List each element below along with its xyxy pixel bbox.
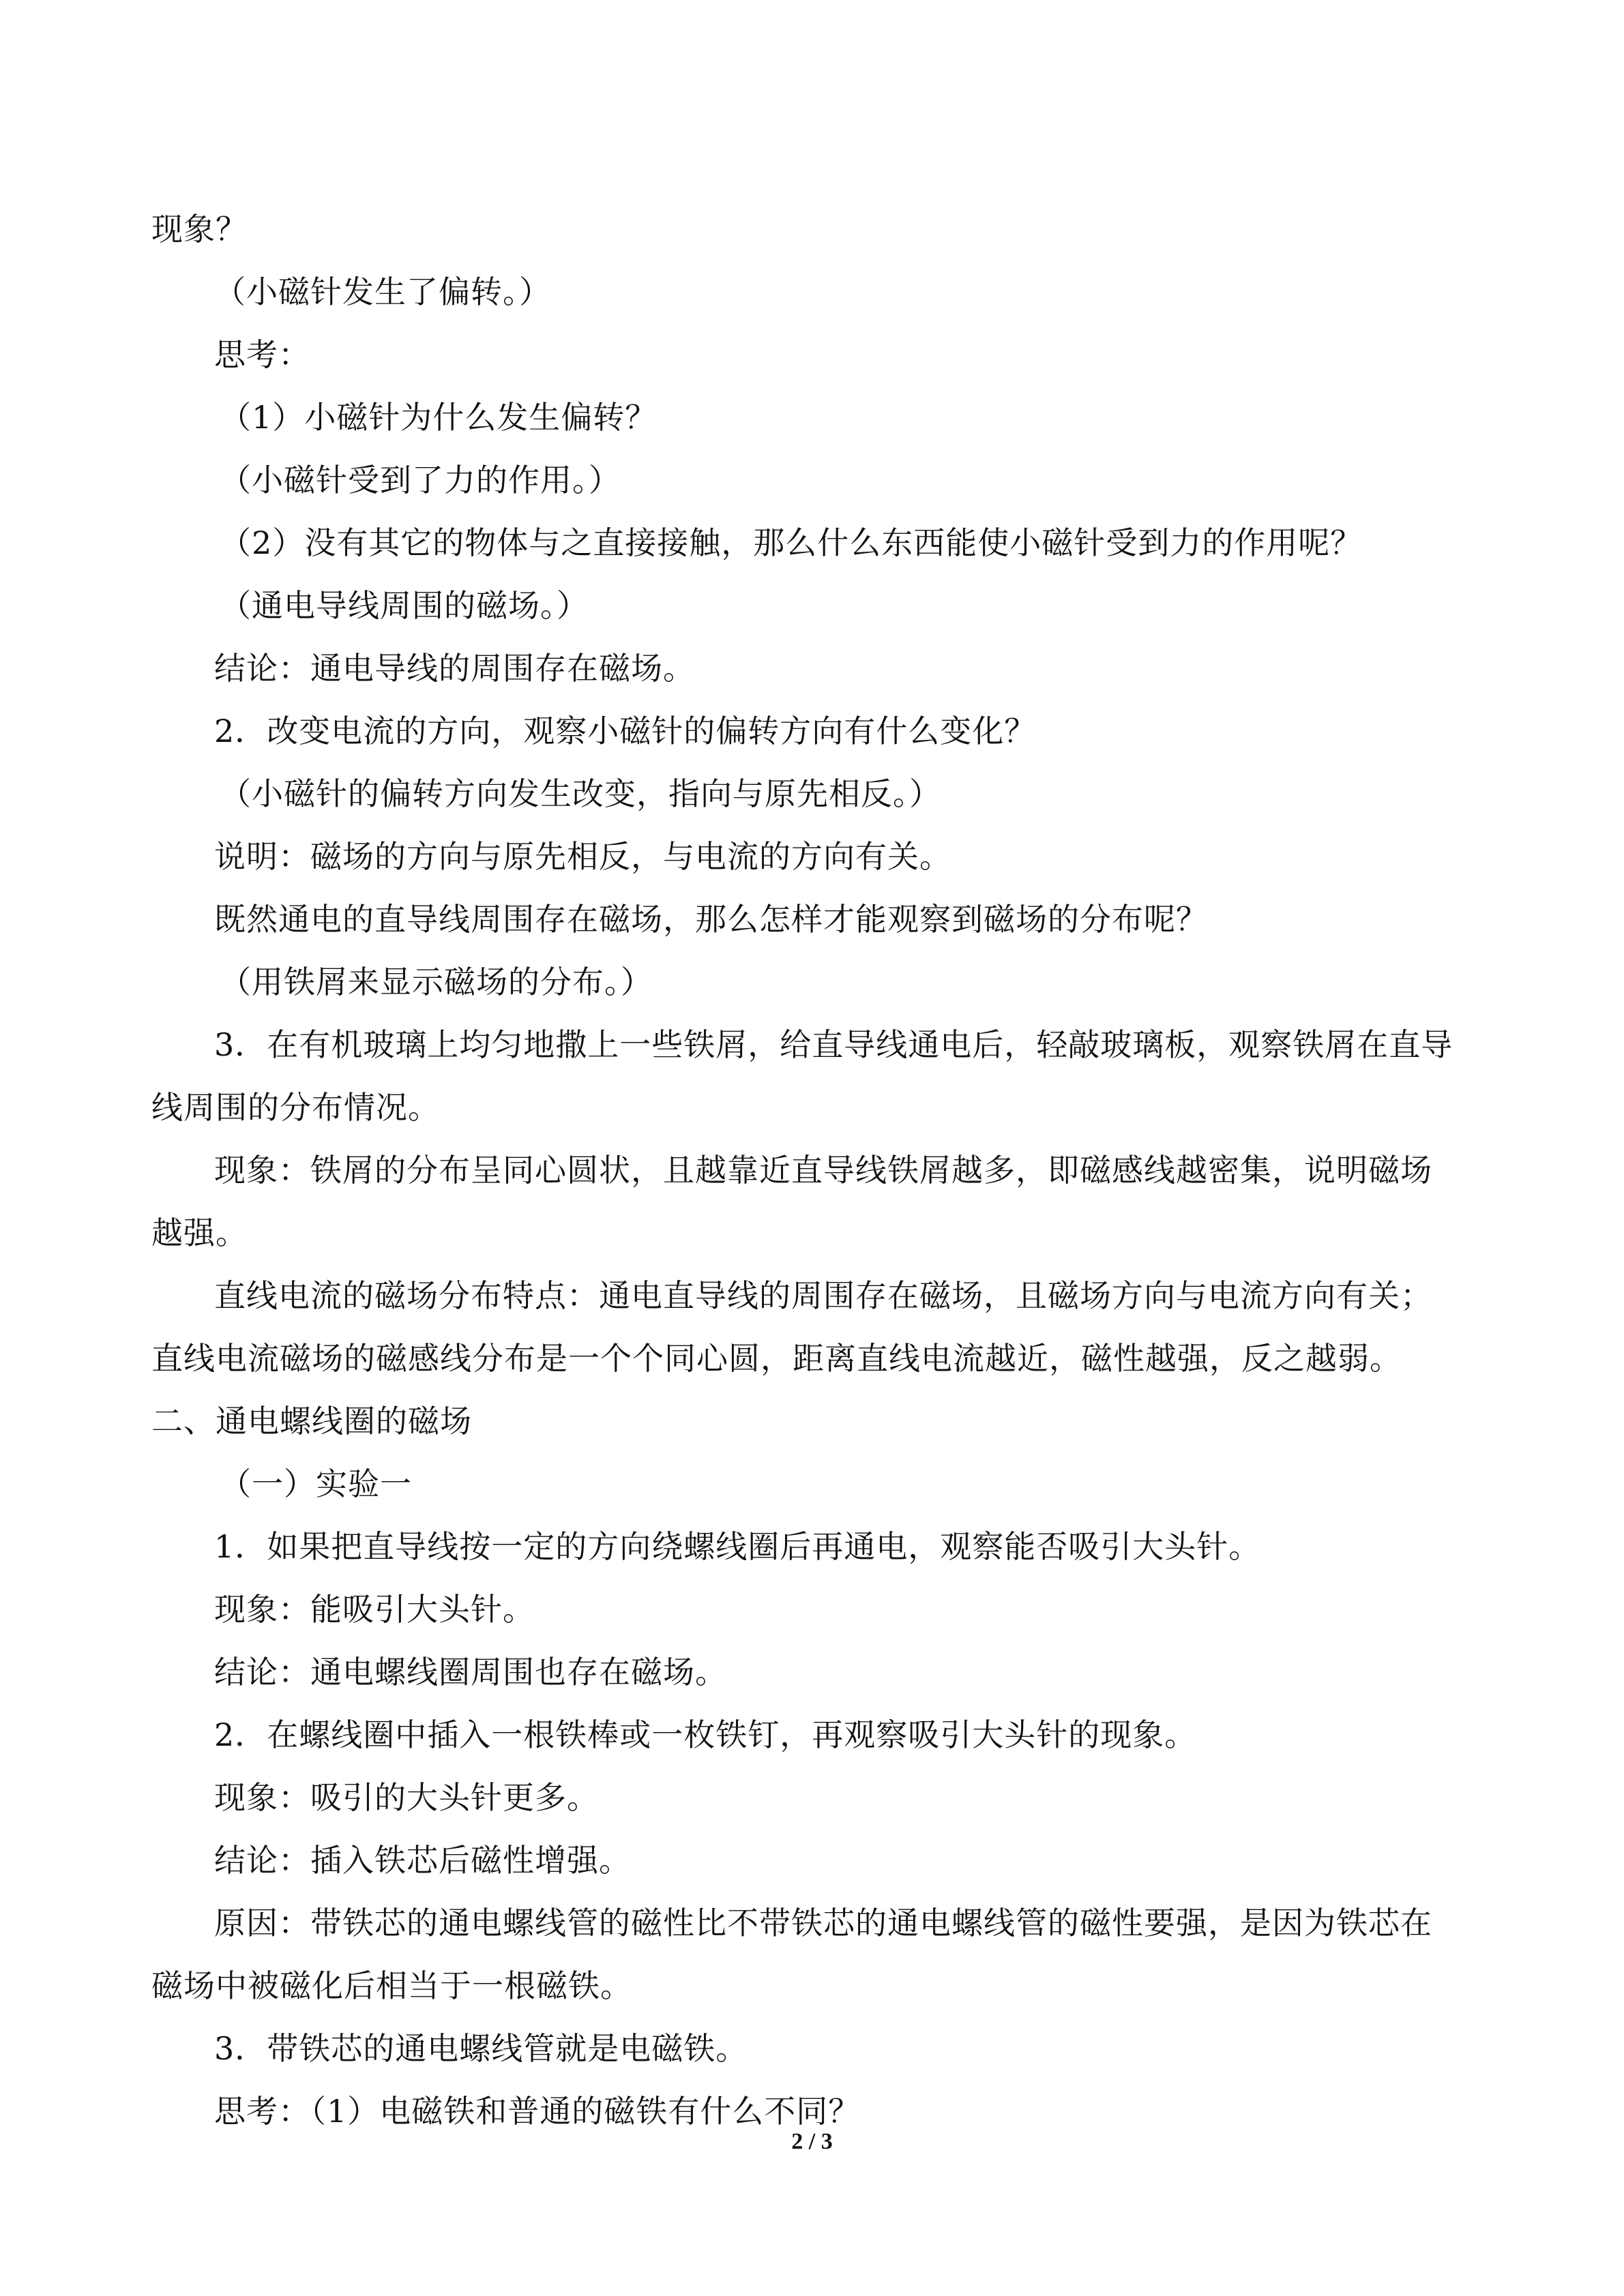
text-line: （用铁屑来显示磁场的分布。） (220, 964, 653, 1000)
text-line: 既然通电的直导线周围存在磁场，那么怎样才能观察到磁场的分布呢？ (214, 901, 1208, 938)
text-line: 线周围的分布情况。 (151, 1089, 440, 1126)
text-line: （小磁针的偏转方向发生改变，指向与原先相反。） (220, 775, 941, 812)
text-line: 结论：通电导线的周围存在磁场。 (214, 650, 695, 687)
text-line: 现象：能吸引大头针。 (214, 1591, 535, 1628)
text-line: 原因：带铁芯的通电螺线管的磁性比不带铁芯的通电螺线管的磁性要强，是因为铁芯在 (214, 1905, 1432, 1941)
subsection-heading: （一）实验一 (220, 1465, 412, 1502)
text-line: 3．在有机玻璃上均匀地撒上一些铁屑，给直导线通电后，轻敲玻璃板，观察铁屑在直导 (214, 1026, 1453, 1063)
text-line: 2．改变电流的方向，观察小磁针的偏转方向有什么变化？ (214, 713, 1037, 749)
text-line: 思考：（1）电磁铁和普通的磁铁有什么不同？ (214, 2093, 861, 2130)
text-line: 现象：吸引的大头针更多。 (214, 1779, 599, 1816)
text-line: 直线电流磁场的磁感线分布是一个个同心圆，距离直线电流越近，磁性越强，反之越弱。 (151, 1340, 1402, 1377)
text-line: 思考： (214, 336, 310, 373)
text-line: 现象？ (151, 211, 248, 248)
text-line: 现象：铁屑的分布呈同心圆状，且越靠近直导线铁屑越多，即磁感线越密集，说明磁场 (214, 1152, 1432, 1189)
section-heading: 二、通电螺线圈的磁场 (151, 1403, 472, 1440)
text-line: 说明：磁场的方向与原先相反，与电流的方向有关。 (214, 838, 951, 875)
text-line: 越强。 (151, 1214, 248, 1251)
text-line: （2）没有其它的物体与之直接接触，那么什么东西能使小磁针受到力的作用呢？ (220, 524, 1363, 561)
text-line: 直线电流的磁场分布特点：通电直导线的周围存在磁场，且磁场方向与电流方向有关； (214, 1277, 1432, 1314)
text-line: （通电导线周围的磁场。） (220, 587, 589, 624)
text-line: 2．在螺线圈中插入一根铁棒或一枚铁钉，再观察吸引大头针的现象。 (214, 1716, 1197, 1753)
text-line: 3．带铁芯的通电螺线管就是电磁铁。 (214, 2030, 748, 2067)
page-number: 2 / 3 (791, 2129, 833, 2154)
body-text (151, 198, 1481, 2143)
text-line: 结论：插入铁芯后磁性增强。 (214, 1842, 631, 1879)
text-line: 结论：通电螺线圈周围也存在磁场。 (214, 1654, 727, 1690)
text-line: 磁场中被磁化后相当于一根磁铁。 (151, 1967, 632, 2004)
text-line: （小磁针发生了偏转。） (214, 273, 551, 310)
text-line: （1）小磁针为什么发生偏转？ (220, 399, 658, 436)
text-line: 1．如果把直导线按一定的方向绕螺线圈后再通电，观察能否吸引大头针。 (214, 1528, 1261, 1565)
text-line: （小磁针受到了力的作用。） (220, 462, 621, 498)
